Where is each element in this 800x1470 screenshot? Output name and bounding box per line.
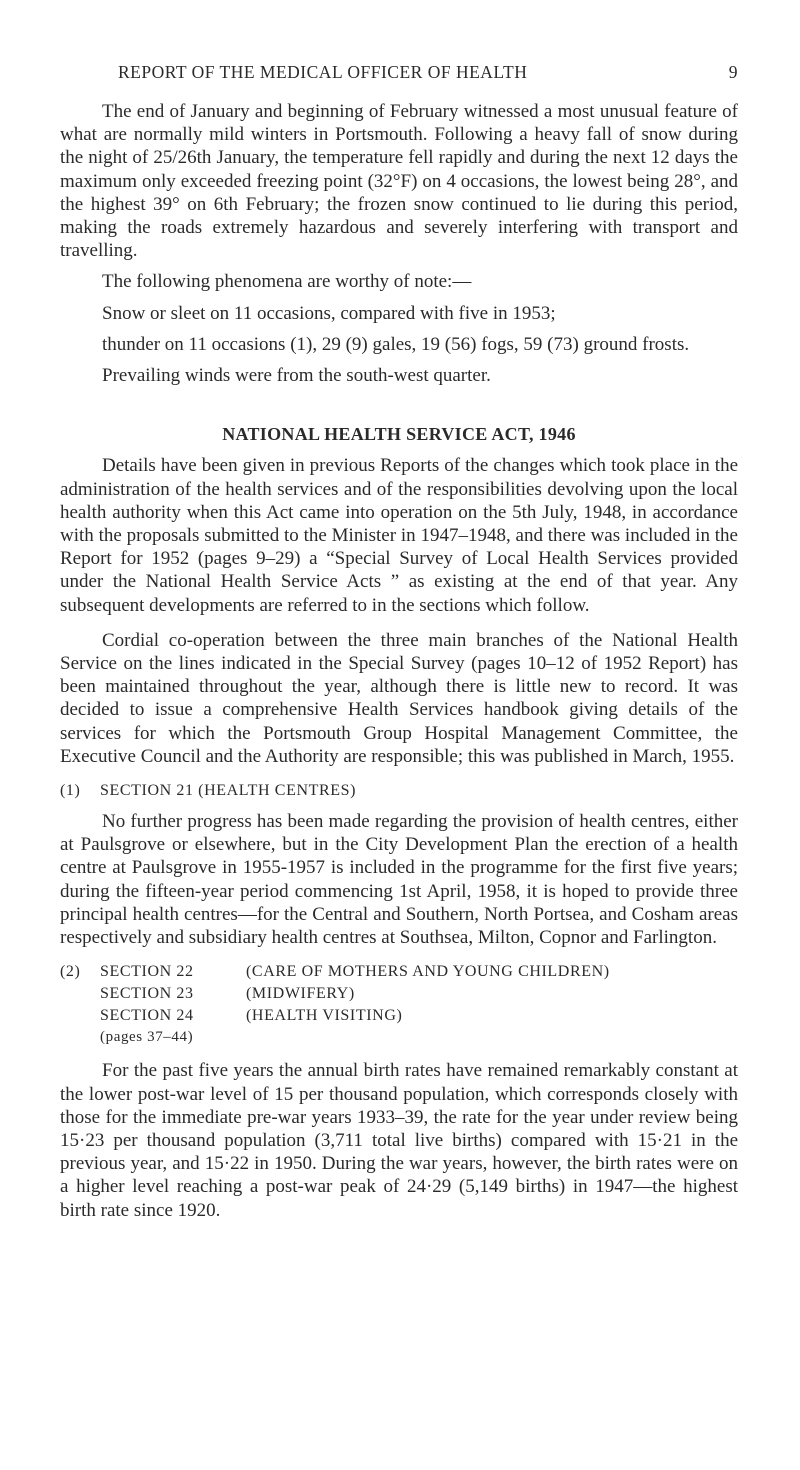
- subsection-row: [60, 961, 738, 983]
- subsection-label: SECTION 23: [100, 985, 194, 1003]
- subsection-desc: (CARE OF MOTHERS AND YOUNG CHILDREN): [246, 963, 610, 981]
- subsection-number: (1): [60, 782, 81, 800]
- section-heading: NATIONAL HEALTH SERVICE ACT, 1946: [222, 424, 576, 445]
- birth-rates-paragraph: For the past five years the annual birth rates have remained remarkably constant at the lower post-war level of 15 per thousand population, which corresponds closely with those for the immediate pre-war years 1933–39, the rate for the year under review being 15·23 per thousand population (3,711 total live births) compared with 15·21 in the previous year, and 15·22 in 1950. During the war years, however, the birth rates were on a higher level reaching a post-war peak of 24·29 (5,149 births) in 1947—the highest birth rate since 1920.: [60, 1060, 738, 1221]
- page-number: 9: [728, 62, 738, 82]
- subsection-number: (2): [60, 963, 81, 981]
- subsection-heading-group: [60, 961, 738, 1047]
- header-title: REPORT OF THE MEDICAL OFFICER OF HEALTH: [118, 62, 528, 82]
- subsection-label: SECTION 22: [100, 963, 194, 981]
- subsection-row: [60, 983, 738, 1005]
- subsection-desc: (HEALTH VISITING): [246, 1007, 403, 1025]
- subsection-desc: (MIDWIFERY): [246, 985, 355, 1003]
- health-centres-paragraph: No further progress has been made regarding the provision of health centres, either at Paulsgrove or elsewhere, but in the City Development Plan the erection of a health centre at Paulsgrove in 1955-1957 is included in the programme for the first five years; during the fifteen-year period commencing 1st April, 1958, it is hoped to provide three principal health centres—for the Central and Southern, North Portsea, and Cosham areas respectively and subsidiary health centres at Southsea, Milton, Copnor and Farlington.: [60, 811, 738, 949]
- subsection-label: SECTION 21 (HEALTH CENTRES): [100, 782, 357, 800]
- subsection-label: SECTION 24: [100, 1007, 194, 1025]
- phenomena-item: Prevailing winds were from the south-west quarter.: [102, 365, 491, 387]
- subsection-row: [60, 1005, 738, 1027]
- phenomena-item: thunder on 11 occasions (1), 29 (9) gales, 19 (56) fogs, 59 (73) ground frosts.: [102, 333, 690, 355]
- phenomena-intro: The following phenomena are worthy of note:—: [102, 271, 472, 293]
- pages-reference: (pages 37–44): [100, 1029, 194, 1046]
- document-body: [60, 100, 738, 1222]
- running-header: [118, 62, 738, 86]
- nhs-paragraph: Details have been given in previous Reports of the changes which took place in the administration of the health services and of the responsibilities devolving upon the local health authority when this Act came into operation on the 5th July, 1948, in accordance with the proposals submitted to the Minister in 1947–1948, and there was included in the Report for 1952 (pages 9–29) a “Special Survey of Local Health Services provided under the National Health Service Acts ” as existing at the end of that year. Any subsequent developments are referred to in the sections which follow.: [60, 455, 738, 616]
- phenomena-item: Snow or sleet on 11 occasions, compared with five in 1953;: [102, 302, 556, 324]
- subsection-heading: [60, 780, 738, 802]
- weather-paragraph: The end of January and beginning of February witnessed a most unusual feature of what are normally mild winters in Portsmouth. Following a heavy fall of snow during the night of 25/26th January, the temperature fell rapidly and during the next 12 days the maximum only exceeded freezing point (32°F) on 4 occasions, the lowest being 28°, and the highest 39° on 6th February; the frozen snow continued to lie during this period, making the roads extremely hazardous and severely interfering with transport and travelling.: [60, 101, 738, 262]
- nhs-paragraph: Cordial co-operation between the three main branches of the National Health Service on the lines indicated in the Special Survey (pages 10–12 of 1952 Report) has been maintained throughout the year, although there is little new to record. It was decided to issue a comprehensive Health Services handbook giving details of the services for which the Portsmouth Group Hospital Management Committee, the Executive Council and the Authority are responsible; this was published in March, 1955.: [60, 629, 738, 767]
